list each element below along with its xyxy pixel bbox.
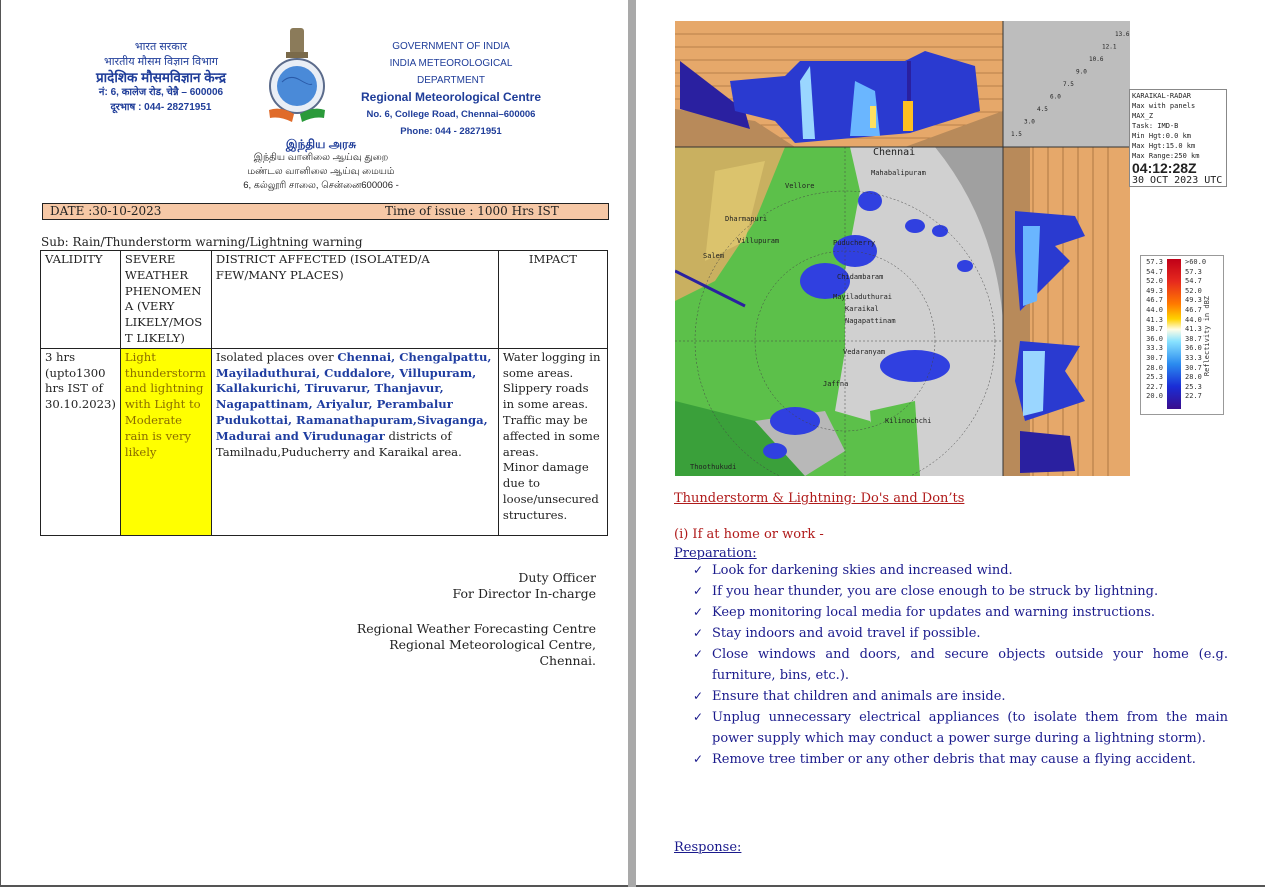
scale-value: 36.0: [1146, 334, 1163, 343]
scale-value: 33.3: [1185, 353, 1202, 362]
table-header-row: [41, 251, 608, 349]
english-line-2: INDIA METEOROLOGICAL DEPARTMENT: [389, 58, 513, 86]
scale-value: >60.0: [1185, 258, 1207, 266]
radar-info-box: [1129, 89, 1227, 187]
scale-value: 28.0: [1146, 363, 1163, 372]
impact-item: Slippery roads in some areas.: [502, 381, 589, 412]
check-icon: ✓: [693, 626, 704, 640]
scale-value: 22.7: [1146, 382, 1163, 391]
list-item-text: Unplug unnecessary electrical appliances (to isolate them from the main power supply which may conduct a power surge during a lightning storm).: [712, 710, 1228, 746]
cell-impact: [498, 348, 607, 535]
height-tick-label: 3.0: [1024, 118, 1035, 126]
height-tick-label: 6.0: [1050, 93, 1061, 101]
header-district: DISTRICT AFFECTED (ISOLATED/A FEW/MANY PLACES): [211, 251, 498, 349]
header-tamil: [221, 137, 421, 193]
radar-task: Task: IMD-B: [1132, 122, 1179, 130]
check-icon: ✓: [693, 689, 704, 703]
height-tick-label: 9.0: [1076, 68, 1087, 76]
map-place-label: Chennai: [873, 147, 916, 158]
list-item: [690, 623, 1228, 644]
map-place-label: Chidambaram: [837, 273, 884, 281]
header-phenomena: SEVERE WEATHER PHENOMEN A (VERY LIKELY/MOS T LIKELY): [120, 251, 211, 349]
impact-item: Traffic may be affected in some areas.: [502, 412, 600, 459]
scale-value: 49.3: [1185, 296, 1202, 305]
scale-value: 41.3: [1146, 315, 1163, 324]
list-item-text: Remove tree timber or any other debris that may cause a flying accident.: [712, 752, 1196, 767]
check-icon: ✓: [693, 710, 704, 724]
list-item-text: Stay indoors and avoid travel if possible.: [712, 626, 981, 641]
map-place-label: Kilinochchi: [885, 417, 932, 425]
radar-product: Max with panels: [1132, 102, 1196, 110]
section-home-work: (i) If at home or work -: [674, 527, 824, 542]
list-item: [690, 581, 1228, 602]
scale-color-bar: [1167, 259, 1181, 409]
tamil-line-3: மண்டல வானிலை ஆய்வு மையம்: [247, 166, 395, 177]
scale-label: Reflectivity in dBZ: [1203, 296, 1211, 377]
signature-line-5: Chennai.: [539, 653, 596, 668]
scale-value: 57.3: [1185, 267, 1202, 276]
scale-left-values: [1143, 258, 1163, 402]
map-place-label: Vellore: [785, 182, 815, 190]
warning-table: [40, 250, 608, 536]
radar-field: MAX_Z: [1132, 112, 1154, 120]
hindi-line-4: नं: 6, कालेज रोड, चेन्नै – 600006: [98, 87, 224, 98]
tamil-line-4: 6, கல்லூரி சாலை, சென்னை600006 -: [243, 180, 399, 191]
list-item-text: Ensure that children and animals are inside.: [712, 689, 1006, 704]
tamil-line-2: இந்திய வானிலை ஆய்வு துறை: [253, 152, 389, 163]
english-line-1: GOVERNMENT OF INDIA: [392, 41, 510, 52]
radar-date: 30 OCT 2023 UTC: [1132, 175, 1223, 186]
scale-value: 25.3: [1185, 382, 1202, 391]
cell-phenomena: Light thunderstorm and lightning with Light to Moderate rain is very likely: [120, 348, 211, 535]
map-place-label: Villupuram: [737, 237, 780, 245]
map-place-label: Vedaranyam: [843, 348, 886, 356]
scale-value: 38.7: [1185, 334, 1202, 343]
issue-date: DATE :30-10-2023: [50, 204, 162, 218]
header-impact: IMPACT: [498, 251, 607, 349]
map-place-label: Dharmapuri: [725, 215, 768, 223]
date-bar: [42, 203, 609, 220]
header-english: [356, 38, 546, 140]
map-place-label: Mayiladuthurai: [833, 293, 893, 301]
scale-value: 41.3: [1185, 325, 1202, 334]
english-line-5: Phone: 044 - 28271951: [400, 126, 502, 137]
map-place-label: Mahabalipuram: [871, 169, 926, 177]
table-row: [41, 348, 608, 535]
radar-time: 04:12:28Z: [1132, 160, 1197, 176]
district-suffix: districts of Tamilnadu,Puducherry and Karaikal area.: [215, 428, 462, 459]
dos-donts-title: Thunderstorm & Lightning: Do's and Don’ts: [674, 491, 965, 506]
scale-value: 30.7: [1146, 353, 1163, 362]
radar-station: KARAIKAL-RADAR: [1132, 92, 1192, 100]
scale-value: 52.0: [1185, 286, 1202, 295]
list-item: [690, 686, 1228, 707]
map-place-label: Thoothukudi: [690, 463, 737, 471]
hindi-line-5: दूरभाष : 044- 28271951: [110, 102, 212, 113]
check-icon: ✓: [693, 605, 704, 619]
list-item: [690, 749, 1228, 770]
scale-value: 28.0: [1185, 373, 1202, 382]
list-item-text: Look for darkening skies and increased wind.: [712, 563, 1013, 578]
list-item-text: Close windows and doors, and secure objects outside your home (e.g. furniture, bins, etc.).: [712, 647, 1228, 683]
imd-emblem-icon: [266, 26, 328, 126]
cell-district: [211, 348, 498, 535]
header-hindi: [71, 40, 251, 115]
scale-value: 46.7: [1146, 296, 1163, 305]
scale-value: 44.0: [1185, 315, 1202, 324]
height-tick-label: 1.5: [1011, 131, 1022, 138]
preparation-list: [690, 560, 1228, 770]
signature-line-2: For Director In-charge: [452, 586, 596, 601]
scale-right-values: [1185, 258, 1205, 402]
tamil-line-1: இந்திய அரசு: [285, 137, 357, 151]
radar-max-hgt: Max Hgt:15.0 km: [1132, 142, 1196, 150]
radar-min-hgt: Min Hgt:0.0 km: [1132, 132, 1192, 140]
reflectivity-scale: [1140, 255, 1224, 415]
response-heading: Response:: [674, 840, 742, 855]
district-names: Chennai, Chengalpattu, Mayiladuthurai, Cuddalore, Villupuram, Kallakurichi, Tiruvarur, Thanjavur, Nagapattinam, Ariyalur, Perambalur Pudukottai, Ramanathapuram,Sivaganga, Madurai and Virudunagar: [215, 349, 492, 443]
height-tick-label: 10.6: [1089, 56, 1104, 63]
hindi-line-1: भारत सरकार: [134, 41, 188, 53]
map-place-label: Salem: [703, 252, 725, 260]
district-prefix: Isolated places over: [215, 349, 338, 364]
subject-line: Sub: Rain/Thunderstorm warning/Lightning warning: [41, 235, 363, 249]
check-icon: ✓: [693, 584, 704, 598]
height-tick-label: 13.6: [1115, 31, 1130, 38]
english-line-3: Regional Meteorological Centre: [360, 90, 542, 104]
scale-value: 36.0: [1185, 344, 1202, 353]
map-place-label: Karaikal: [845, 305, 879, 313]
map-place-label: Nagapattinam: [845, 317, 896, 325]
hindi-line-3: प्रादेशिक मौसमविज्ञान केन्द्र: [95, 70, 226, 85]
check-icon: ✓: [693, 563, 704, 577]
height-tick-label: 7.5: [1063, 81, 1074, 88]
map-place-label: Puducherry: [833, 239, 876, 247]
list-item: [690, 602, 1228, 623]
list-item: [690, 644, 1228, 686]
radar-max-range: Max Range:250 km: [1132, 152, 1200, 160]
hindi-line-2: भारतीय मौसम विज्ञान विभाग: [104, 56, 218, 68]
list-item: [690, 560, 1228, 581]
preparation-heading: Preparation:: [674, 546, 757, 561]
scale-value: 57.3: [1146, 258, 1163, 266]
scale-value: 25.3: [1146, 373, 1163, 382]
list-item-text: If you hear thunder, you are close enough to be struck by lightning.: [712, 584, 1159, 599]
issue-time: Time of issue : 1000 Hrs IST: [385, 204, 559, 218]
scale-value: 33.3: [1146, 344, 1163, 353]
left-page: [0, 0, 628, 887]
radar-image: [675, 21, 1130, 476]
english-line-4: No. 6, College Road, Chennai–600006: [366, 109, 536, 120]
height-tick-label: 12.1: [1102, 43, 1117, 51]
scale-value: 54.7: [1146, 267, 1163, 276]
scale-value: 38.7: [1146, 325, 1163, 334]
signature-line-4: Regional Meteorological Centre,: [389, 637, 596, 652]
signature-line-3: Regional Weather Forecasting Centre: [356, 621, 596, 636]
signature-line-1: Duty Officer: [518, 570, 596, 585]
check-icon: ✓: [693, 647, 704, 661]
list-item: [690, 707, 1228, 749]
scale-value: 49.3: [1146, 286, 1163, 295]
scale-value: 54.7: [1185, 277, 1202, 286]
scale-value: 46.7: [1185, 305, 1202, 314]
signature-block: [357, 570, 596, 669]
scale-value: 22.7: [1185, 392, 1202, 401]
scale-value: 20.0: [1146, 392, 1163, 401]
cell-validity: 3 hrs (upto1300 hrs IST of 30.10.2023): [41, 348, 121, 535]
impact-item: Minor damage due to loose/unsecured structures.: [502, 460, 599, 522]
list-item-text: Keep monitoring local media for updates and warning instructions.: [712, 605, 1156, 620]
scale-value: 30.7: [1185, 363, 1202, 372]
scale-value: 52.0: [1146, 277, 1163, 286]
check-icon: ✓: [693, 752, 704, 766]
impact-item: Water logging in some areas.: [502, 349, 601, 380]
header-validity: VALIDITY: [41, 251, 121, 349]
height-tick-label: 4.5: [1037, 106, 1048, 113]
map-place-label: Jaffna: [823, 380, 849, 388]
scale-value: 44.0: [1146, 305, 1163, 314]
